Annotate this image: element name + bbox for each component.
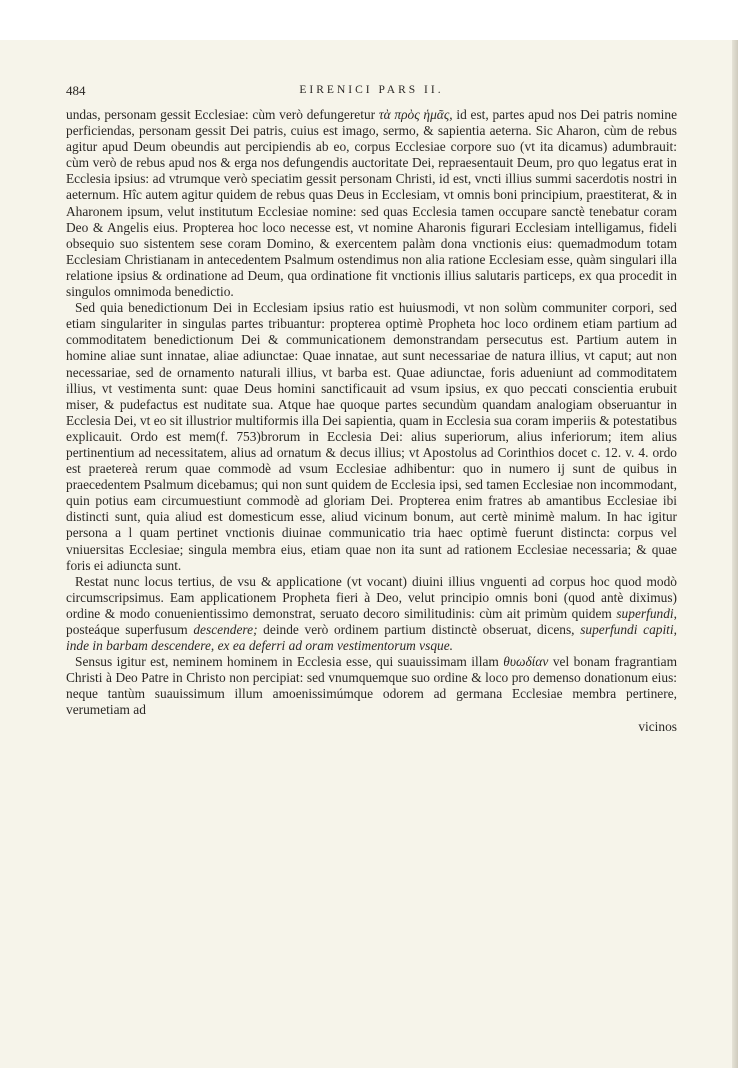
paragraph (66, 574, 677, 654)
paragraph (66, 300, 677, 574)
body-text (66, 107, 677, 735)
page-number: 484 (66, 83, 86, 98)
text-run: , id est, partes apud nos Dei patris nomine perficiendas, personam gessit Dei patris, cuius est imago, sermo, & sapientia aeterna. Sic Aharon, cùm de rebus agitur apud Deum obeundis aut percipiendis ab eo, corpus Ecclesiae corpore suo (vt ita dicamus) adumbrauit: cùm verò de rebus apud nos & erga nos defungendis auctoritate Dei, repraesentauit Deum, pro quo legatus erat in Ecclesia ipsius: ad vtrumque verò speciatim gessit personam Christi, id est, vncti illius summi sacerdotis nostri in aeternum. Hîc autem agitur quidem de rebus quas Deus in Ecclesiam, vt omnis boni principium, praestiterat, & in Aharonem ipsum, velut institutum Ecclesiae nomine: sed quas Ecclesia tamen occupare sanctè tenebatur coram Deo & Angelis eius. Propterea hoc loco necesse est, vt nomine Aharonis figurari Ecclesiam intelligamus, fideli obsequio suo sistentem sese coram Domino, & exercentem palàm dona vnctionis eius: quemadmodum totam Ecclesiam Christianam in antecedentem Psalmum ostendimus non alia ratione Ecclesiam esse, quàm singulari illa relatione ipsius & ordinatione ad Deum, qua ordinatione fit vnctionis illius salutaris particeps, ex qua procedit in singulos omnimoda benedictio. (66, 107, 678, 300)
text-run: , posteáque superfusum (66, 605, 677, 637)
text-run: Sensus igitur est, neminem hominem in Ecclesia esse, qui suauissimam illam (75, 654, 504, 670)
text-run: Sed quia benedictionum Dei in Ecclesiam ipsius ratio est huiusmodi, vt non solùm communiter corpori, sed etiam singulariter in singulas partes tribuantur: propterea optimè Propheta hoc loco ordinem etiam partium ad commoditatem benedictionum Dei & communicationem demonstrandam persecutus est. Partium autem in homine aliae sunt innatae, aliae adiunctae: Quae innatae, aut sunt necessariae de natura illius, vt caput; aut non necessariae, sed de ornamento naturali illius, vt barba est. Quae adiunctae, foris adueniunt ad commoditatem illius, vt vestimenta sunt: quae Deus homini sanctificauit ad vsum ipsius, ex quo peccati conscientia erubuit miser, & pudefactus est nuditate sua. Atque hae quoque partes secundùm quandam analogiam obseruantur in Ecclesia Dei, vt eo sit illustrior multiformis illa Dei sapientia, quam in Ecclesia sua coram imperiis & potestatibus explicauit. Ordo est mem(f. 753)brorum in Ecclesia Dei: alius superiorum, alius inferiorum; item alius pertinentium ad necessitatem, alius ad ornatum & decus illius; vt Apostolus ad Corinthios docet c. 12. v. 4. ordo est praetereà rerum quae commodè ad vsum Ecclesiae adhibentur: quo in numero ij sunt de quibus in praecedentem Psalmum dicebamus; qui non sunt quidem de Ecclesia ipsi, sed tamen Ecclesiae non incommodant, quin potius eam circumuestiunt commodè ad gloriam Dei. Propterea enim fratres ab amantibus Ecclesiae ibi distincti sunt, quia aliud est domesticum esse, aliud vicinum bonum, aut certè minimè malum. In hac igitur persona a l quam pertinet vnctionis diuinae communicatio tria haec optimè fuerunt distincta: corpus vel vniuersitas Ecclesiae; singula membra eius, etiam quae non ita sunt ad rationem Ecclesiae necessaria; & quae foris ei adiuncta sunt. (66, 300, 677, 573)
italic-phrase: superfundi (616, 605, 674, 621)
page-edge-shadow (732, 40, 738, 1068)
text-run: , (210, 638, 218, 654)
italic-phrase: superfundi capiti (580, 622, 674, 637)
top-margin-strip (0, 0, 738, 40)
italic-phrase: descendere; (193, 622, 258, 637)
catchword: vicinos (638, 718, 677, 734)
italic-phrase: inde in barbam descendere (66, 638, 211, 654)
italic-phrase: ex ea deferri ad oram vestimentorum vsque. (217, 638, 454, 654)
text-run: , (673, 622, 677, 637)
text-run: undas, personam gessit Ecclesiae: cùm verò defungeretur (66, 107, 379, 122)
running-title: EIRENICI PARS II. (299, 84, 444, 96)
text-run: vel bonam fragrantiam Christi à Deo Patre in Christo non percipiat: sed vnumquemque suo ordine & loco pro demenso donationum eius: neque tantùm suauissimum illum amoenissimúmque odorem ad germana Ecclesiae membra pertinere, verumetiam ad (66, 654, 677, 718)
greek-phrase: τὰ πρὸς ἡμᾶς (378, 107, 450, 122)
page-header (66, 83, 677, 103)
paragraph (66, 107, 677, 300)
text-run: deinde verò ordinem partium distinctè obseruat, dicens, (257, 622, 581, 637)
greek-phrase: θυωδίαν (503, 654, 549, 670)
paragraph (66, 654, 677, 718)
text-run: Restat nunc locus tertius, de vsu & applicatione (vt vocant) diuini illius vnguenti ad corpus hoc quod modò circumscripsimus. Eam applicationem Propheta fieri à Deo, velut principio omnis boni (quod antè diximus) ordine & modo conuenientissimo demonstrat, seruato decoro similitudinis: cùm ait primùm quidem (66, 573, 677, 621)
